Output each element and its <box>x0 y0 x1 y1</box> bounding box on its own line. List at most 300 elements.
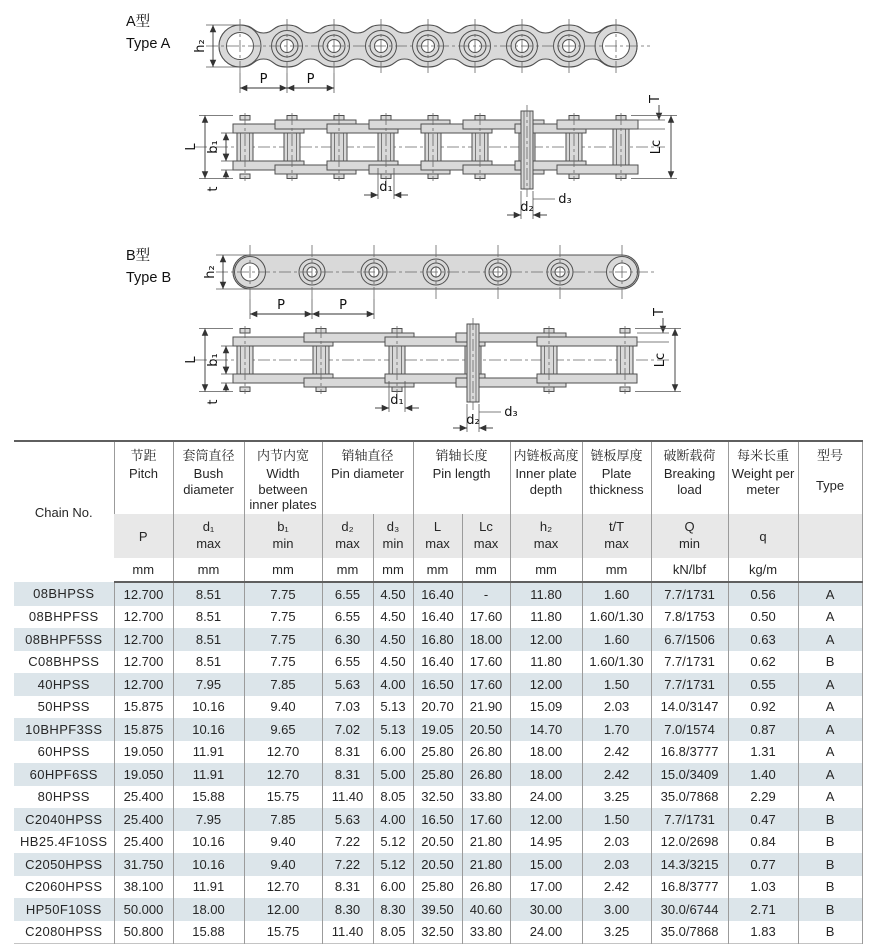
value-cell: 19.050 <box>114 741 173 764</box>
value-cell: 4.50 <box>373 628 413 651</box>
table-row <box>14 898 862 921</box>
type-cell: A <box>798 718 862 741</box>
unit-cell: mm <box>462 558 510 582</box>
value-cell: 35.0/7868 <box>651 921 728 944</box>
value-cell: 15.88 <box>173 921 244 944</box>
dim-label-d3: d₃ <box>504 405 518 420</box>
unit-cell: mm <box>114 558 173 582</box>
value-cell: 0.55 <box>728 673 798 696</box>
value-cell: 8.05 <box>373 921 413 944</box>
value-cell: 7.75 <box>244 606 322 629</box>
dim-label-L: L <box>184 143 199 151</box>
type-cell: B <box>798 876 862 899</box>
unit-cell: kN/lbf <box>651 558 728 582</box>
value-cell: 1.60/1.30 <box>582 651 651 674</box>
value-cell: 9.65 <box>244 718 322 741</box>
value-cell: 18.00 <box>510 763 582 786</box>
value-cell: 2.03 <box>582 831 651 854</box>
value-cell: 14.0/3147 <box>651 696 728 719</box>
chain-no-cell: C2080HPSS <box>25 924 103 940</box>
value-cell: 32.50 <box>413 786 462 809</box>
value-cell: 35.0/7868 <box>651 786 728 809</box>
value-cell: 19.050 <box>114 763 173 786</box>
header-pin-dia-cn: 销轴直径 <box>341 448 394 463</box>
header-weight-cn: 每米长重 <box>737 448 790 463</box>
value-cell: 10.16 <box>173 718 244 741</box>
symbol-cell: q <box>728 514 798 558</box>
value-cell: 3.25 <box>582 786 651 809</box>
value-cell: 14.70 <box>510 718 582 741</box>
spec-table <box>14 440 863 944</box>
header-row-units <box>14 558 862 582</box>
chain-no-cell: 60HPF6SS <box>29 766 98 782</box>
value-cell: 2.42 <box>582 876 651 899</box>
value-cell: 1.31 <box>728 741 798 764</box>
chain-side-view-b <box>184 308 681 432</box>
symbol-cell: t/T max <box>582 514 651 558</box>
symbol-cell: Lc max <box>462 514 510 558</box>
unit-cell: kg/m <box>728 558 798 582</box>
value-cell: 20.50 <box>413 853 462 876</box>
diagram-type-a <box>110 4 830 236</box>
chain-drawing-type-b <box>110 238 830 438</box>
value-cell: 26.80 <box>462 763 510 786</box>
header-type-cn: 型号 <box>817 448 844 463</box>
diagram-b-label-en: Type B <box>126 269 172 286</box>
value-cell: 5.12 <box>373 853 413 876</box>
type-cell: B <box>798 651 862 674</box>
value-cell: 8.51 <box>173 582 244 606</box>
header-pin-dia-en: Pin diameter <box>331 466 404 482</box>
diagram-type-b <box>110 238 830 438</box>
value-cell: 6.55 <box>322 651 373 674</box>
value-cell: 8.30 <box>322 898 373 921</box>
value-cell: 12.70 <box>244 741 322 764</box>
value-cell: 16.80 <box>413 628 462 651</box>
chain-no-cell: C2050HPSS <box>25 856 103 872</box>
diagram-a-label-en: Type A <box>126 35 171 52</box>
header-pitch-en: Pitch <box>129 466 158 482</box>
value-cell: 16.8/3777 <box>651 741 728 764</box>
value-cell: 31.750 <box>114 853 173 876</box>
type-cell: A <box>798 673 862 696</box>
dim-label-t: t <box>206 186 221 192</box>
table-row <box>14 763 862 786</box>
value-cell: 12.700 <box>114 651 173 674</box>
type-cell: B <box>798 853 862 876</box>
value-cell: 12.700 <box>114 628 173 651</box>
value-cell: 17.60 <box>462 808 510 831</box>
symbol-cell: P <box>114 514 173 558</box>
value-cell: 25.400 <box>114 831 173 854</box>
value-cell: 8.05 <box>373 786 413 809</box>
value-cell: 21.80 <box>462 831 510 854</box>
table-row <box>14 741 862 764</box>
chain-no-cell: HP50F10SS <box>25 901 102 917</box>
value-cell: 16.50 <box>413 673 462 696</box>
value-cell: 7.0/1574 <box>651 718 728 741</box>
unit-cell <box>798 558 862 582</box>
value-cell: 18.00 <box>462 628 510 651</box>
value-cell: 4.50 <box>373 582 413 606</box>
value-cell: 5.13 <box>373 696 413 719</box>
chain-no-cell: 80HPSS <box>37 789 90 805</box>
table-row <box>14 921 862 944</box>
value-cell: 15.75 <box>244 921 322 944</box>
value-cell: 5.13 <box>373 718 413 741</box>
value-cell: 15.875 <box>114 696 173 719</box>
value-cell: 12.700 <box>114 606 173 629</box>
value-cell: 33.80 <box>462 921 510 944</box>
value-cell: 16.50 <box>413 808 462 831</box>
dim-label-d2: d₂ <box>520 200 534 215</box>
header-row-names <box>14 441 862 514</box>
value-cell: 1.60/1.30 <box>582 606 651 629</box>
value-cell: 25.80 <box>413 876 462 899</box>
value-cell: 18.00 <box>173 898 244 921</box>
value-cell: 0.87 <box>728 718 798 741</box>
symbol-cell: d₃ min <box>373 514 413 558</box>
value-cell: 1.50 <box>582 673 651 696</box>
dim-label-p: P <box>259 72 268 87</box>
chain-no-cell: 08BHPF5SS <box>25 631 103 647</box>
table-row <box>14 876 862 899</box>
value-cell: 2.42 <box>582 763 651 786</box>
header-pitch <box>114 441 173 514</box>
value-cell: 15.875 <box>114 718 173 741</box>
header-inner-width-en: Width between inner plates <box>249 466 317 512</box>
diagram-b-label-cn: B型 <box>126 248 151 264</box>
value-cell: 1.40 <box>728 763 798 786</box>
value-cell: 4.50 <box>373 651 413 674</box>
value-cell: 12.00 <box>510 628 582 651</box>
table-row <box>14 628 862 651</box>
value-cell: 15.09 <box>510 696 582 719</box>
header-pitch-cn: 节距 <box>130 448 157 463</box>
unit-cell: mm <box>173 558 244 582</box>
value-cell: 8.31 <box>322 741 373 764</box>
chain-no-cell: C2040HPSS <box>25 811 103 827</box>
symbol-cell: h₂ max <box>510 514 582 558</box>
table-row <box>14 718 862 741</box>
value-cell: 11.80 <box>510 582 582 606</box>
value-cell: 21.90 <box>462 696 510 719</box>
value-cell: 0.47 <box>728 808 798 831</box>
dim-label-T: T <box>652 308 667 316</box>
chain-side-view-a <box>184 95 677 219</box>
unit-cell: mm <box>244 558 322 582</box>
value-cell: 7.75 <box>244 628 322 651</box>
value-cell: 50.800 <box>114 921 173 944</box>
dim-label-d2: d₂ <box>466 413 480 428</box>
value-cell: 20.50 <box>462 718 510 741</box>
value-cell: 5.00 <box>373 763 413 786</box>
value-cell: 17.60 <box>462 673 510 696</box>
value-cell: 12.70 <box>244 876 322 899</box>
value-cell: 40.60 <box>462 898 510 921</box>
chain-no-cell: 08BHPSS <box>33 586 95 602</box>
value-cell: 20.70 <box>413 696 462 719</box>
symbol-cell: Q min <box>651 514 728 558</box>
value-cell: 7.95 <box>173 808 244 831</box>
value-cell: 30.00 <box>510 898 582 921</box>
value-cell: 8.51 <box>173 628 244 651</box>
type-cell: B <box>798 808 862 831</box>
header-pin-diameter <box>322 441 413 514</box>
value-cell: 0.50 <box>728 606 798 629</box>
value-cell: 33.80 <box>462 786 510 809</box>
value-cell: 2.03 <box>582 853 651 876</box>
value-cell: 10.16 <box>173 831 244 854</box>
value-cell: 2.42 <box>582 741 651 764</box>
chain-no-cell: 50HPSS <box>37 699 90 715</box>
header-thickness-cn: 链板厚度 <box>590 448 643 463</box>
value-cell: 7.75 <box>244 582 322 606</box>
symbol-cell: b₁ min <box>244 514 322 558</box>
value-cell: 7.02 <box>322 718 373 741</box>
header-chain-no: Chain No. <box>34 504 93 520</box>
unit-cell: mm <box>322 558 373 582</box>
header-plate-depth-cn: 内链板高度 <box>513 448 579 463</box>
diagram-a-label-cn: A型 <box>126 14 151 30</box>
table-row <box>14 651 862 674</box>
type-cell: B <box>798 831 862 854</box>
value-cell: 0.56 <box>728 582 798 606</box>
header-thickness-en: Plate thickness <box>589 466 644 497</box>
value-cell: 6.30 <box>322 628 373 651</box>
value-cell: 17.60 <box>462 651 510 674</box>
chain-no-cell: 08BHPFSS <box>28 609 99 625</box>
value-cell: 7.22 <box>322 831 373 854</box>
table-row <box>14 831 862 854</box>
header-pin-len-cn: 销轴长度 <box>435 448 488 463</box>
header-type-en: Type <box>815 478 845 494</box>
value-cell: 4.50 <box>373 606 413 629</box>
value-cell: 14.95 <box>510 831 582 854</box>
value-cell: 4.00 <box>373 808 413 831</box>
table-row <box>14 786 862 809</box>
header-plate-depth-en: Inner plate depth <box>515 466 577 497</box>
value-cell: 12.00 <box>510 673 582 696</box>
dim-label-h2: h₂ <box>203 265 218 279</box>
value-cell: 11.91 <box>173 876 244 899</box>
value-cell: 7.8/1753 <box>651 606 728 629</box>
value-cell: 0.63 <box>728 628 798 651</box>
dim-label-d1: d₁ <box>379 180 393 195</box>
value-cell: 26.80 <box>462 741 510 764</box>
value-cell: 7.7/1731 <box>651 673 728 696</box>
value-cell: 0.84 <box>728 831 798 854</box>
value-cell: 15.88 <box>173 786 244 809</box>
chain-no-cell: 60HPSS <box>37 744 90 760</box>
value-cell: 1.03 <box>728 876 798 899</box>
dim-label-t: t <box>206 399 221 405</box>
value-cell: 12.00 <box>510 808 582 831</box>
value-cell: 6.00 <box>373 741 413 764</box>
value-cell: 17.00 <box>510 876 582 899</box>
value-cell: 16.40 <box>413 582 462 606</box>
table-row <box>14 606 862 629</box>
value-cell: 12.70 <box>244 763 322 786</box>
value-cell: 12.00 <box>244 898 322 921</box>
value-cell: 5.12 <box>373 831 413 854</box>
value-cell: 6.55 <box>322 606 373 629</box>
table-row <box>14 853 862 876</box>
dim-label-d3: d₃ <box>558 192 572 207</box>
value-cell: 7.22 <box>322 853 373 876</box>
value-cell: 0.92 <box>728 696 798 719</box>
type-cell: A <box>798 606 862 629</box>
value-cell: 25.80 <box>413 741 462 764</box>
chain-no-cell: 40HPSS <box>37 676 90 692</box>
value-cell: 7.95 <box>173 673 244 696</box>
value-cell: 7.7/1731 <box>651 651 728 674</box>
value-cell: 18.00 <box>510 741 582 764</box>
unit-cell: mm <box>373 558 413 582</box>
value-cell: 7.85 <box>244 808 322 831</box>
value-cell: 6.00 <box>373 876 413 899</box>
value-cell: 10.16 <box>173 696 244 719</box>
dim-label-d1: d₁ <box>390 393 404 408</box>
value-cell: 38.100 <box>114 876 173 899</box>
header-bush-en: Bush diameter <box>183 466 234 497</box>
value-cell: 7.85 <box>244 673 322 696</box>
value-cell: 2.71 <box>728 898 798 921</box>
value-cell: 15.75 <box>244 786 322 809</box>
value-cell: 12.700 <box>114 673 173 696</box>
dim-label-L: L <box>184 356 199 364</box>
chain-top-view-a <box>193 19 650 93</box>
header-pin-length <box>413 441 510 514</box>
header-plate-thickness <box>582 441 651 514</box>
dim-label-b1: b₁ <box>206 353 221 367</box>
unit-cell: mm <box>510 558 582 582</box>
value-cell: 8.51 <box>173 606 244 629</box>
chain-top-view-b <box>203 245 656 319</box>
value-cell: 14.3/3215 <box>651 853 728 876</box>
unit-cell: mm <box>582 558 651 582</box>
header-weight <box>728 441 798 514</box>
value-cell: 5.63 <box>322 673 373 696</box>
type-cell: A <box>798 786 862 809</box>
value-cell: 6.55 <box>322 582 373 606</box>
value-cell: 9.40 <box>244 831 322 854</box>
chain-no-cell: C2060HPSS <box>25 879 103 895</box>
value-cell: 10.16 <box>173 853 244 876</box>
dim-label-Lc: Lc <box>649 139 664 155</box>
value-cell: 2.29 <box>728 786 798 809</box>
chain-no-cell: 10BHPF3SS <box>25 721 103 737</box>
value-cell: 11.80 <box>510 651 582 674</box>
table-row <box>14 808 862 831</box>
header-breaking-en: Breaking load <box>663 466 716 497</box>
header-bush-cn: 套筒直径 <box>182 448 235 463</box>
chain-no-cell: C08BHPSS <box>28 654 100 670</box>
type-cell: A <box>798 582 862 606</box>
value-cell: 5.63 <box>322 808 373 831</box>
value-cell: 1.50 <box>582 808 651 831</box>
value-cell: 15.00 <box>510 853 582 876</box>
value-cell: 7.7/1731 <box>651 582 728 606</box>
dim-label-h2: h₂ <box>193 39 208 53</box>
type-cell: A <box>798 763 862 786</box>
value-cell: - <box>462 582 510 606</box>
value-cell: 11.40 <box>322 786 373 809</box>
value-cell: 32.50 <box>413 921 462 944</box>
symbol-cell: d₁ max <box>173 514 244 558</box>
type-cell: A <box>798 741 862 764</box>
value-cell: 21.80 <box>462 853 510 876</box>
value-cell: 15.0/3409 <box>651 763 728 786</box>
symbol-cell: L max <box>413 514 462 558</box>
value-cell: 7.7/1731 <box>651 808 728 831</box>
value-cell: 19.05 <box>413 718 462 741</box>
value-cell: 9.40 <box>244 696 322 719</box>
chain-drawing-type-a <box>110 4 830 236</box>
dim-label-Lc: Lc <box>653 352 668 368</box>
value-cell: 4.00 <box>373 673 413 696</box>
value-cell: 8.51 <box>173 651 244 674</box>
value-cell: 6.7/1506 <box>651 628 728 651</box>
value-cell: 16.40 <box>413 606 462 629</box>
header-inner-width-cn: 内节内宽 <box>256 448 309 463</box>
value-cell: 16.8/3777 <box>651 876 728 899</box>
value-cell: 16.40 <box>413 651 462 674</box>
value-cell: 39.50 <box>413 898 462 921</box>
value-cell: 1.60 <box>582 582 651 606</box>
header-weight-en: Weight per meter <box>731 466 795 497</box>
header-type <box>798 441 862 514</box>
value-cell: 9.40 <box>244 853 322 876</box>
value-cell: 30.0/6744 <box>651 898 728 921</box>
value-cell: 7.03 <box>322 696 373 719</box>
dim-label-T: T <box>648 95 663 103</box>
value-cell: 11.91 <box>173 741 244 764</box>
type-cell: A <box>798 628 862 651</box>
value-cell: 8.31 <box>322 763 373 786</box>
value-cell: 8.30 <box>373 898 413 921</box>
value-cell: 1.70 <box>582 718 651 741</box>
type-cell: B <box>798 898 862 921</box>
value-cell: 0.62 <box>728 651 798 674</box>
header-row-symbols <box>14 514 862 558</box>
table-row <box>14 696 862 719</box>
value-cell: 11.91 <box>173 763 244 786</box>
value-cell: 2.03 <box>582 696 651 719</box>
value-cell: 1.83 <box>728 921 798 944</box>
header-breaking-cn: 破断载荷 <box>663 448 716 463</box>
value-cell: 3.00 <box>582 898 651 921</box>
header-pin-len-en: Pin length <box>432 466 491 482</box>
value-cell: 1.60 <box>582 628 651 651</box>
value-cell: 24.00 <box>510 786 582 809</box>
table-row <box>14 582 862 606</box>
value-cell: 11.40 <box>322 921 373 944</box>
value-cell: 12.0/2698 <box>651 831 728 854</box>
unit-cell: mm <box>413 558 462 582</box>
chain-no-cell: HB25.4F10SS <box>19 834 108 850</box>
value-cell: 26.80 <box>462 876 510 899</box>
header-breaking-load <box>651 441 728 514</box>
type-cell: A <box>798 696 862 719</box>
value-cell: 25.80 <box>413 763 462 786</box>
value-cell: 11.80 <box>510 606 582 629</box>
symbol-cell <box>798 514 862 558</box>
symbol-cell: d₂ max <box>322 514 373 558</box>
value-cell: 7.75 <box>244 651 322 674</box>
value-cell: 50.000 <box>114 898 173 921</box>
dim-label-p: P <box>339 298 347 313</box>
